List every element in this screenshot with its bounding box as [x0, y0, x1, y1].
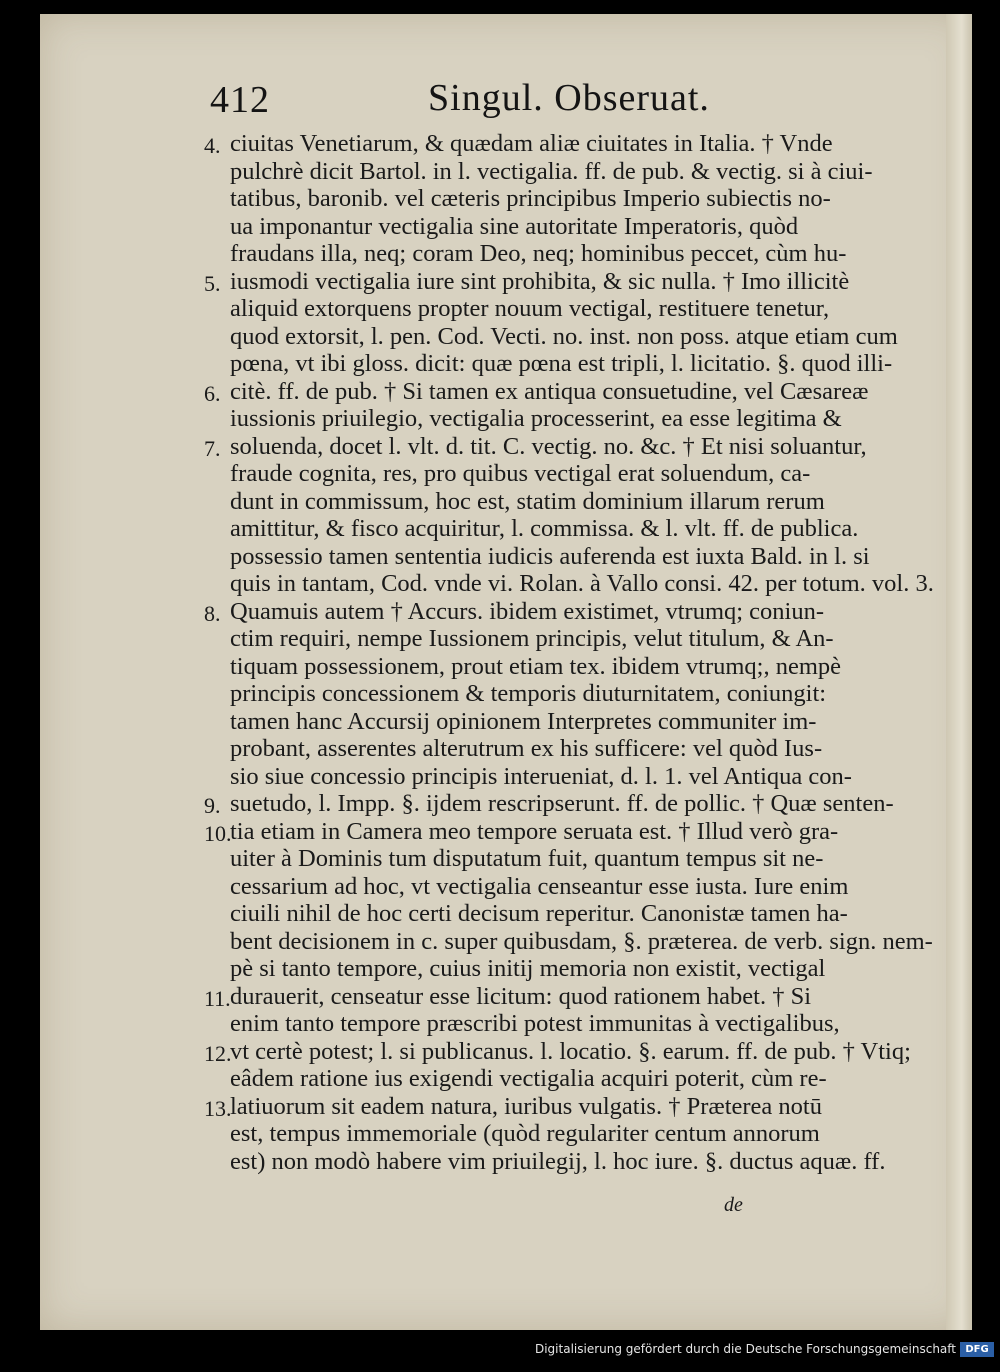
margin-number: 12. — [204, 1040, 232, 1066]
line-text: possessio tamen sententia iudicis auferenda est iuxta Bald. in l. si — [230, 542, 870, 570]
line-text: dunt in commissum, hoc est, statim dominium illarum rerum — [230, 487, 825, 515]
line-text: soluenda, docet l. vlt. d. tit. C. vectig. no. &c. † Et nisi soluantur, — [230, 432, 867, 460]
line-text: sio siue concessio principis interueniat, d. l. 1. vel Antiqua con- — [230, 762, 852, 790]
page-number: 412 — [210, 79, 270, 121]
text-line — [204, 432, 940, 461]
line-text: uiter à Dominis tum disputatum fuit, quantum tempus sit ne- — [230, 845, 824, 872]
line-text: Quamuis autem † Accurs. ibidem existimet, vtrumq; coniun- — [230, 597, 825, 625]
text-line — [204, 597, 940, 626]
text-line — [230, 625, 940, 653]
catchword: de — [724, 1194, 743, 1216]
line-text: aliquid extorquens propter nouum vectigal, restituere tenetur, — [230, 295, 830, 322]
line-text: quis in tantam, Cod. vnde vi. Rolan. à Vallo consi. 42. per totum. vol. 3. — [230, 570, 934, 597]
line-text: tatibus, baronib. vel cæteris principibus Imperio subiectis no- — [230, 185, 831, 212]
text-line — [230, 1120, 940, 1148]
funding-credit: Digitalisierung gefördert durch die Deutsche Forschungsgemeinschaft — [534, 1342, 956, 1356]
text-line — [230, 680, 940, 708]
text-line — [230, 955, 940, 983]
line-text: ua imponantur vectigalia sine autoritate Imperatoris, quòd — [230, 212, 799, 240]
line-text: iussionis priuilegio, vectigalia processerint, ea esse legitima & — [230, 405, 842, 432]
margin-number: 8. — [204, 600, 221, 626]
line-text: tamen hanc Accursij opinionem Interpretes communiter im- — [230, 707, 817, 735]
line-text: est, tempus immemoriale (quòd regulariter centum annorum — [230, 1120, 820, 1147]
line-text: latiuorum sit eadem natura, iuribus vulgatis. † Præterea notū — [230, 1092, 822, 1120]
line-text: pulchrè dicit Bartol. in l. vectigalia. ff. de pub. & vectig. si à ciui- — [230, 157, 873, 185]
text-line — [204, 790, 940, 818]
text-line — [204, 267, 940, 296]
running-head: Singul. Obseruat. — [428, 77, 710, 119]
line-text: ciuili nihil de hoc certi decisum reperitur. Canonistæ tamen ha- — [230, 900, 848, 927]
line-text: eâdem ratione ius exigendi vectigalia acquiri poterit, cùm re- — [230, 1065, 827, 1092]
margin-number: 5. — [204, 270, 221, 296]
line-text: est) non modò habere vim priuilegij, l. hoc iure. §. ductus aquæ. ff. — [230, 1147, 886, 1175]
margin-number: 6. — [204, 380, 221, 406]
line-text: amittitur, & fisco acquiritur, l. commissa. & l. vlt. ff. de publica. — [230, 515, 859, 542]
text-line — [230, 240, 940, 268]
text-line — [230, 1148, 940, 1176]
line-text: fraude cognita, res, pro quibus vectigal erat soluendum, ca- — [230, 460, 811, 487]
text-line — [230, 158, 940, 186]
margin-number: 10. — [204, 820, 232, 846]
text-line — [230, 653, 940, 681]
text-line — [230, 213, 940, 241]
text-line — [230, 350, 940, 378]
line-text: iusmodi vectigalia iure sint prohibita, & sic nulla. † Imo illicitè — [230, 267, 850, 295]
text-line — [230, 845, 940, 873]
text-line — [230, 460, 940, 488]
text-line — [230, 763, 940, 791]
text-line — [230, 708, 940, 736]
line-text: tia etiam in Camera meo tempore seruata est. † Illud verò gra- — [230, 817, 839, 845]
text-line — [230, 735, 940, 763]
line-text: tiquam possessionem, prout etiam tex. ibidem vtrumq;, nempè — [230, 652, 842, 680]
body-text — [204, 130, 940, 1175]
text-line — [230, 185, 940, 213]
margin-number: 13. — [204, 1095, 232, 1121]
line-text: pœna, vt ibi gloss. dicit: quæ pœna est tripli, l. licitatio. §. quod illi- — [230, 350, 893, 377]
text-line — [230, 873, 940, 901]
line-text: probant, asserentes alterutrum ex his sufficere: vel quòd Ius- — [230, 735, 823, 762]
text-line — [230, 488, 940, 516]
page-edge — [946, 14, 972, 1330]
text-line — [204, 982, 940, 1011]
text-line — [230, 543, 940, 571]
text-line — [204, 1092, 940, 1121]
dfg-logo-icon: DFG — [960, 1342, 994, 1357]
text-line — [230, 1065, 940, 1093]
text-line — [204, 1037, 940, 1066]
text-line — [230, 515, 940, 543]
line-text: suetudo, l. Impp. §. ijdem rescripserunt. ff. de pollic. † Quæ senten- — [230, 790, 894, 817]
text-line — [204, 377, 940, 406]
line-text: principis concessionem & temporis diuturnitatem, coniungit: — [230, 680, 827, 707]
text-line — [230, 928, 940, 956]
line-text: pè si tanto tempore, cuius initij memoria non existit, vectigal — [230, 955, 826, 982]
text-line — [204, 130, 940, 158]
line-text: quod extorsit, l. pen. Cod. Vecti. no. inst. non poss. atque etiam cum — [230, 322, 898, 350]
margin-number: 7. — [204, 435, 221, 461]
text-line — [230, 570, 940, 598]
text-line — [204, 817, 940, 846]
line-text: ciuitas Venetiarum, & quædam aliæ ciuitates in Italia. † Vnde — [230, 130, 833, 157]
line-text: citè. ff. de pub. † Si tamen ex antiqua consuetudine, vel Cæsareæ — [230, 377, 869, 405]
text-line — [230, 900, 940, 928]
text-line — [230, 1010, 940, 1038]
line-text: durauerit, censeatur esse licitum: quod rationem habet. † Si — [230, 982, 812, 1010]
page-header — [40, 76, 972, 126]
line-text: vt certè potest; l. si publicanus. l. locatio. §. earum. ff. de pub. † Vtiq; — [230, 1037, 911, 1065]
line-text: ctim requiri, nempe Iussionem principis, velut titulum, & An- — [230, 625, 834, 652]
text-line — [230, 405, 940, 433]
line-text: enim tanto tempore præscribi potest immunitas à vectigalibus, — [230, 1010, 840, 1037]
text-line — [230, 323, 940, 351]
book-page — [40, 14, 972, 1330]
line-text: cessarium ad hoc, vt vectigalia censeantur esse iusta. Iure enim — [230, 872, 849, 900]
margin-number: 9. — [204, 793, 221, 818]
text-line — [230, 295, 940, 323]
margin-number: 11. — [204, 985, 231, 1011]
line-text: fraudans illa, neq; coram Deo, neq; hominibus peccet, cùm hu- — [230, 240, 847, 267]
margin-number: 4. — [204, 133, 221, 158]
footer-bar — [0, 1330, 1000, 1372]
line-text: bent decisionem in c. super quibusdam, §. præterea. de verb. sign. nem- — [230, 927, 933, 955]
